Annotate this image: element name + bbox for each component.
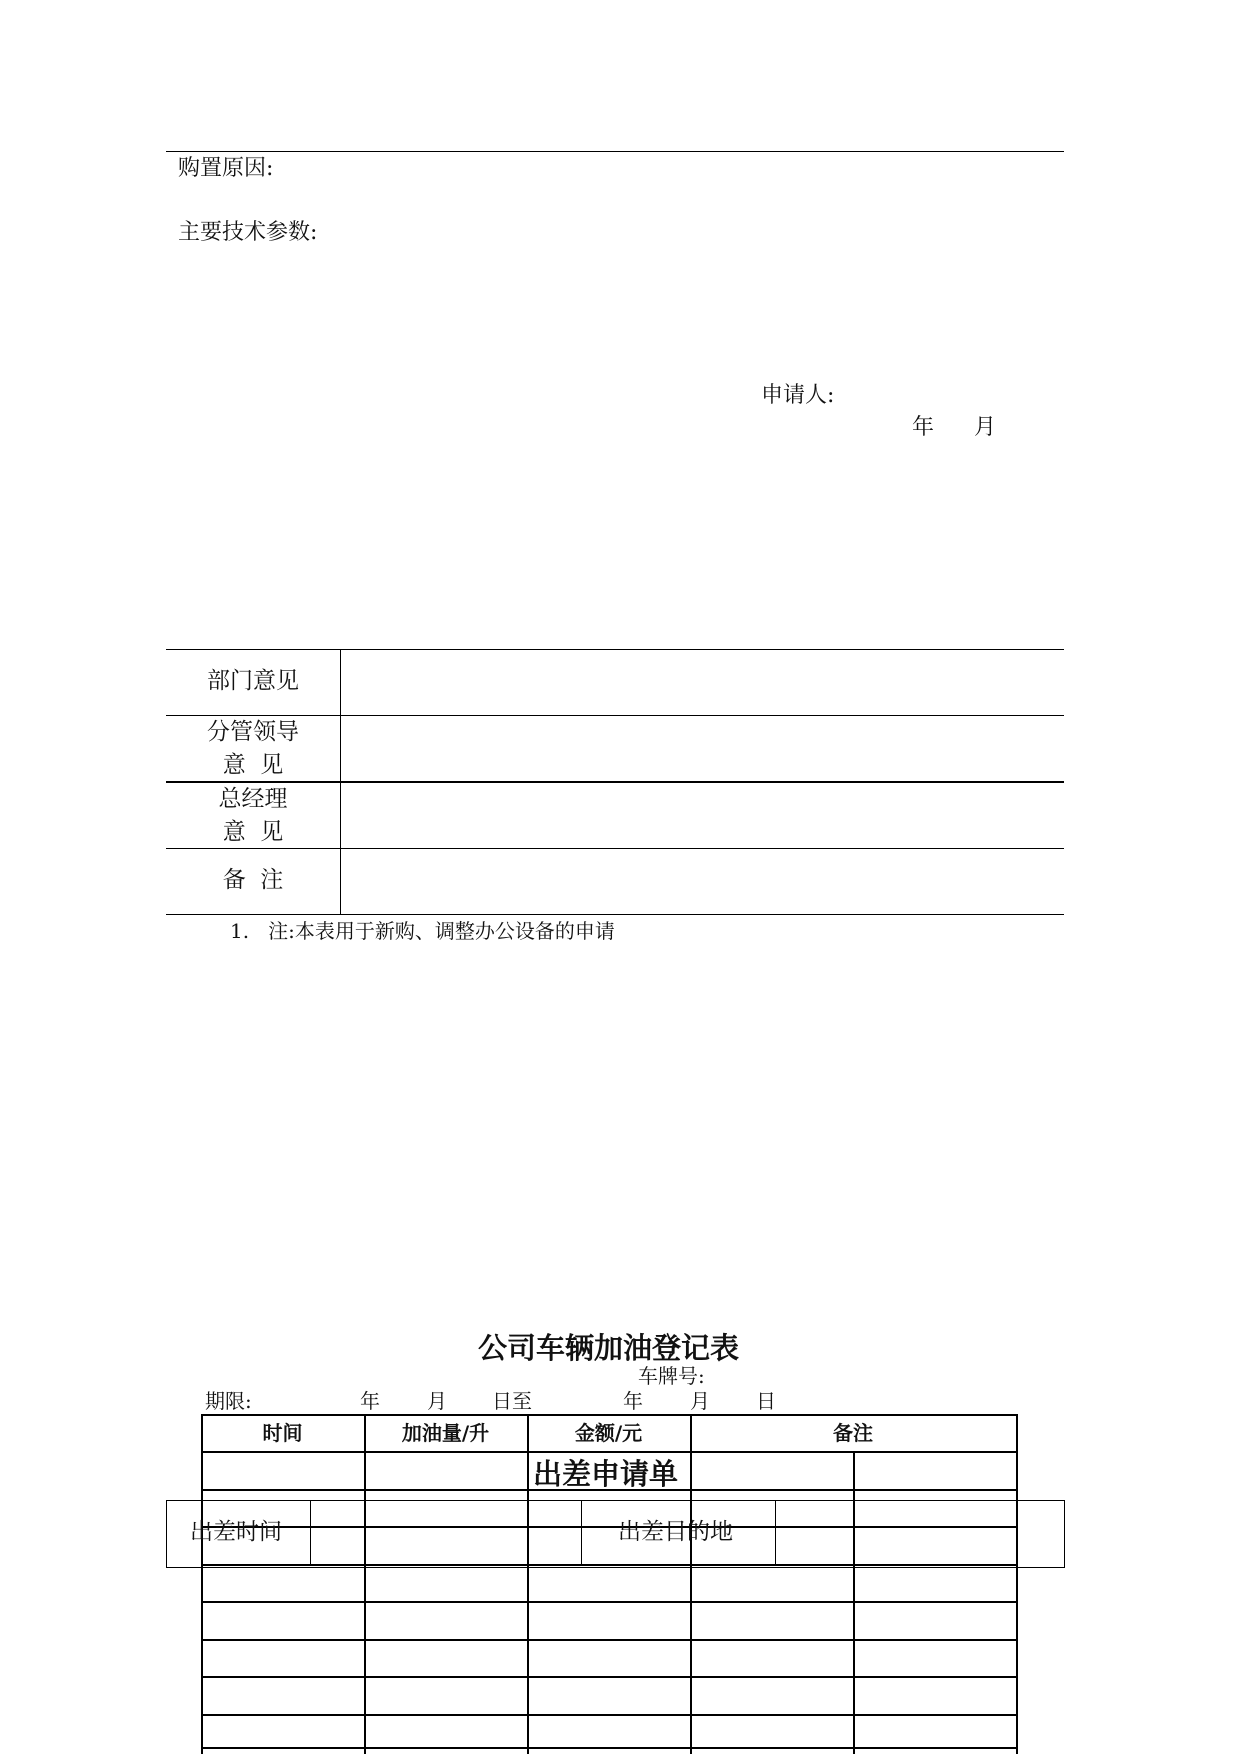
approval-row-label: 分管领导 意 见	[207, 719, 299, 778]
approval-row-label: 总经理 意 见	[218, 786, 288, 845]
travel-request-row	[166, 1500, 1065, 1568]
approval-row-rule	[166, 914, 1064, 915]
period-day-end: 日	[756, 1389, 776, 1413]
fuel-table-column-rule	[1016, 1414, 1018, 1754]
approval-row-rule	[166, 649, 1064, 650]
top-rule	[166, 151, 1064, 152]
fuel-table-column-rule	[690, 1414, 692, 1754]
period-year-end: 年	[623, 1389, 643, 1413]
period-month-start: 月	[427, 1389, 447, 1413]
approval-row-label: 部门意见	[207, 668, 299, 694]
period-label: 期限:	[205, 1389, 252, 1413]
fuel-table-row-rule	[201, 1747, 1018, 1749]
plate-number-label: 车牌号:	[638, 1364, 705, 1388]
period-day-to: 日至	[492, 1389, 532, 1413]
purchase-reason-label: 购置原因:	[178, 156, 274, 181]
applicant-label: 申请人:	[761, 383, 835, 408]
fuel-table-row-rule	[201, 1639, 1018, 1641]
period-year-start: 年	[360, 1389, 380, 1413]
travel-row-divider	[581, 1500, 582, 1566]
form-note: 1. 注:本表用于新购、调整办公设备的申请	[230, 919, 615, 943]
travel-time-label: 出差时间	[190, 1519, 282, 1545]
fuel-header-volume: 加油量/升	[401, 1421, 490, 1445]
travel-row-divider	[310, 1500, 311, 1566]
fuel-header-amount: 金额/元	[574, 1421, 643, 1445]
travel-request-title: 出差申请单	[533, 1457, 679, 1491]
travel-destination-label: 出差目的地	[618, 1519, 733, 1545]
fuel-table-column-rule	[201, 1414, 203, 1754]
fuel-table-row-rule	[201, 1714, 1018, 1716]
fuel-table-column-rule	[853, 1451, 855, 1754]
fuel-table-row-rule	[201, 1414, 1018, 1416]
approval-column-divider	[340, 649, 341, 914]
date-month-label: 月	[974, 415, 997, 440]
approval-row-label: 备 注	[222, 867, 284, 893]
fuel-table-column-rule	[527, 1414, 529, 1754]
travel-row-divider	[775, 1500, 776, 1566]
fuel-header-time: 时间	[262, 1421, 303, 1445]
date-year-label: 年	[912, 415, 935, 440]
fuel-header-remarks: 备注	[833, 1421, 873, 1445]
period-month-end: 月	[690, 1389, 710, 1413]
fuel-table-column-rule	[364, 1414, 366, 1754]
fuel-log-title: 公司车辆加油登记表	[478, 1331, 740, 1365]
technical-specs-label: 主要技术参数:	[178, 220, 318, 245]
fuel-table-row-rule	[201, 1676, 1018, 1678]
fuel-table-row-rule	[201, 1601, 1018, 1603]
